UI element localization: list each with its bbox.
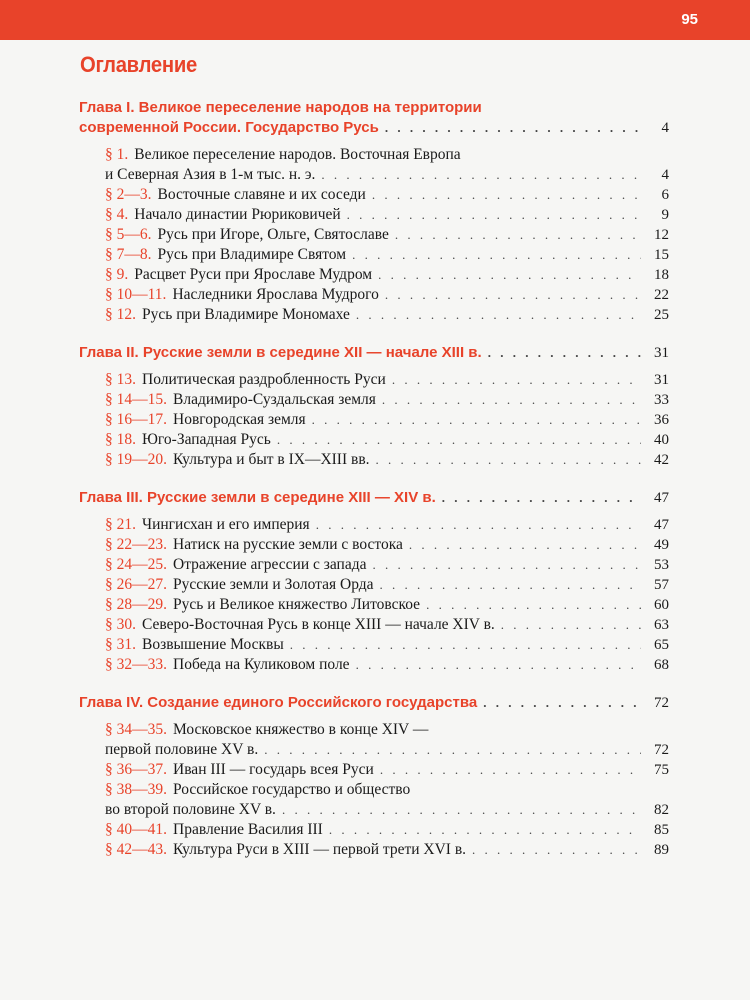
section-page: 85 [654,822,669,838]
section-page: 63 [654,617,669,633]
section-page: 4 [661,167,669,183]
section-number: § 34—35. [105,721,167,738]
section-title-line: Новгородская земля [173,411,306,428]
section-page: 72 [654,742,669,758]
section-title-line: Наследники Ярослава Мудрого [172,286,379,303]
dot-leader [373,555,642,575]
chapter-heading[interactable] [79,98,669,138]
chapter-heading[interactable] [79,343,669,363]
section-page: 47 [654,517,669,533]
section-number: § 22—23. [105,536,167,553]
section-title-line: Русские земли и Золотая Орда [173,576,374,593]
section-number: § 12. [105,306,136,323]
section-title-line: Северо-Восточная Русь в конце XIII — начале XIV в. [142,616,495,633]
dot-leader [376,450,641,470]
page-title: Оглавление [80,52,197,77]
toc-section[interactable] [105,145,669,185]
toc-section[interactable] [105,265,669,285]
dot-leader [426,595,641,615]
dot-leader [277,430,641,450]
section-title-line: Московское княжество в конце XIV — [173,721,429,738]
toc-section[interactable] [105,305,669,325]
dot-leader [488,343,641,363]
section-page: 6 [661,187,669,203]
section-title-line: Иван III — государь всея Руси [173,761,374,778]
section-title-line: Расцвет Руси при Ярославе Мудром [134,266,373,283]
dot-leader [321,165,641,185]
section-page: 82 [654,802,669,818]
section-number: § 5—6. [105,226,152,243]
header-bar [0,0,750,40]
table-of-contents [79,98,669,878]
section-number: § 19—20. [105,451,167,468]
section-number: § 7—8. [105,246,152,263]
section-page: 36 [654,412,669,428]
dot-leader [329,820,641,840]
section-page: 40 [654,432,669,448]
toc-section[interactable] [105,655,669,675]
chapter-title-line: Глава III. Русские земли в середине XIII — XIV в. [79,489,436,506]
section-title-line: Юго-Западная Русь [142,431,271,448]
section-number: § 32—33. [105,656,167,673]
section-title-line: Великое переселение народов. Восточная Европа [134,146,461,163]
section-number: § 38—39. [105,781,167,798]
dot-leader [372,185,641,205]
toc-section[interactable] [105,635,669,655]
chapter [79,488,669,675]
section-number: § 4. [105,206,129,223]
section-page: 15 [654,247,669,263]
dot-leader [290,635,641,655]
chapter-page: 31 [654,345,669,361]
chapter-title-line: Глава II. Русские земли в середине XII — начале XIII в. [79,344,482,361]
chapter-page: 72 [654,695,669,711]
toc-section[interactable] [105,760,669,780]
dot-leader [442,488,641,508]
section-number: § 9. [105,266,129,283]
dot-leader [352,245,641,265]
section-page: 49 [654,537,669,553]
dot-leader [264,740,641,760]
section-page: 42 [654,452,669,468]
dot-leader [347,205,641,225]
section-page: 12 [654,227,669,243]
section-title-line: во второй половине XV в. [105,801,276,818]
section-title-line: Политическая раздробленность Руси [142,371,386,388]
section-number: § 2—3. [105,186,152,203]
section-page: 89 [654,842,669,858]
section-title-line: Культура Руси в XIII — первой трети XVI в. [173,841,467,858]
section-number: § 30. [105,616,136,633]
section-page: 60 [654,597,669,613]
section-page: 22 [654,287,669,303]
section-page: 68 [654,657,669,673]
toc-section[interactable] [105,245,669,265]
dot-leader [392,370,641,390]
chapter [79,343,669,470]
toc-section[interactable] [105,185,669,205]
toc-section[interactable] [105,225,669,245]
section-number: § 16—17. [105,411,167,428]
section-title-line: Начало династии Рюриковичей [134,206,341,223]
section-number: § 14—15. [105,391,167,408]
section-title-line: и Северная Азия в 1-м тыс. н. э. [105,166,316,183]
dot-leader [483,693,641,713]
toc-section[interactable] [105,780,669,820]
toc-section[interactable] [105,535,669,555]
chapter-title-line: современной России. Государство Русь [79,119,379,136]
section-number: § 40—41. [105,821,167,838]
toc-section[interactable] [105,555,669,575]
section-title-line: Восточные славяне и их соседи [157,186,366,203]
toc-section[interactable] [105,205,669,225]
toc-section[interactable] [105,595,669,615]
section-title-line: Культура и быт в IX—XIII вв. [173,451,370,468]
chapter [79,98,669,325]
dot-leader [472,840,641,860]
section-number: § 28—29. [105,596,167,613]
chapter-heading[interactable] [79,693,669,713]
toc-section[interactable] [105,285,669,305]
dot-leader [282,800,641,820]
toc-section[interactable] [105,720,669,760]
chapter-title-line: Глава IV. Создание единого Российского государства [79,694,478,711]
dot-leader [385,285,641,305]
chapter-title-line: Глава I. Великое переселение народов на территории [79,99,482,116]
chapter-page: 4 [661,120,669,136]
section-page: 57 [654,577,669,593]
section-page: 9 [661,207,669,223]
section-page: 25 [654,307,669,323]
dot-leader [409,535,641,555]
section-page: 53 [654,557,669,573]
dot-leader [501,615,641,635]
dot-leader [356,655,641,675]
toc-section[interactable] [105,410,669,430]
toc-section[interactable] [105,515,669,535]
dot-leader [356,305,641,325]
toc-section[interactable] [105,370,669,390]
section-title-line: Владимиро-Суздальская земля [173,391,376,408]
section-page: 18 [654,267,669,283]
toc-section[interactable] [105,840,669,860]
toc-section[interactable] [105,390,669,410]
section-title-line: Натиск на русские земли с востока [173,536,403,553]
section-number: § 18. [105,431,136,448]
toc-section[interactable] [105,430,669,450]
dot-leader [316,515,641,535]
dot-leader [380,575,641,595]
chapter-heading[interactable] [79,488,669,508]
dot-leader [312,410,641,430]
section-page: 31 [654,372,669,388]
chapter [79,693,669,860]
section-number: § 13. [105,371,136,388]
page-number: 95 [681,11,698,28]
section-number: § 42—43. [105,841,167,858]
section-number: § 21. [105,516,136,533]
section-title-line: первой половине XV в. [105,741,259,758]
section-number: § 31. [105,636,136,653]
section-page: 65 [654,637,669,653]
section-title-line: Чингисхан и его империя [142,516,310,533]
section-number: § 36—37. [105,761,167,778]
section-title-line: Русь при Владимире Мономахе [142,306,350,323]
section-number: § 24—25. [105,556,167,573]
section-page: 75 [654,762,669,778]
section-title-line: Победа на Куликовом поле [173,656,350,673]
toc-section[interactable] [105,450,669,470]
toc-section[interactable] [105,615,669,635]
section-title-line: Русь при Владимире Святом [157,246,347,263]
toc-section[interactable] [105,575,669,595]
section-number: § 1. [105,146,129,163]
dot-leader [385,118,641,138]
section-title-line: Русь и Великое княжество Литовское [173,596,421,613]
dot-leader [382,390,641,410]
dot-leader [380,760,641,780]
dot-leader [378,265,641,285]
section-number: § 26—27. [105,576,167,593]
section-title-line: Русь при Игоре, Ольге, Святославе [157,226,389,243]
section-page: 33 [654,392,669,408]
section-title-line: Правление Василия III [173,821,323,838]
toc-section[interactable] [105,820,669,840]
section-title-line: Отражение агрессии с запада [173,556,367,573]
section-title-line: Российское государство и общество [173,781,411,798]
section-number: § 10—11. [105,286,167,303]
section-title-line: Возвышение Москвы [142,636,284,653]
dot-leader [395,225,641,245]
chapter-page: 47 [654,490,669,506]
